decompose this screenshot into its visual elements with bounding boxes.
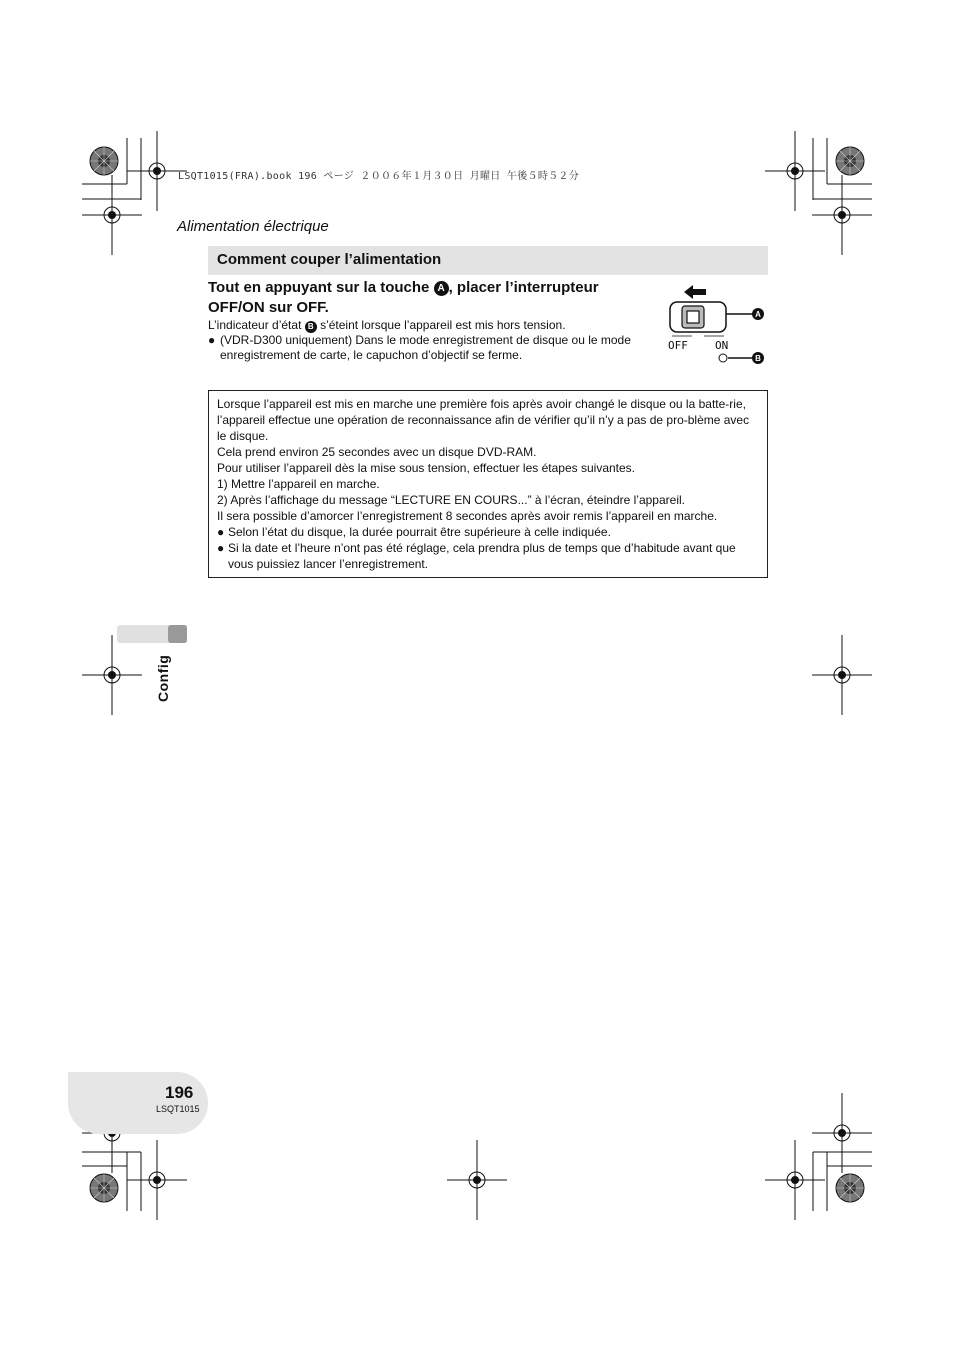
info-box [208,390,768,578]
info-paragraph: Cela prend environ 25 secondes avec un disque DVD-RAM. [217,445,537,459]
list-item [208,333,658,363]
title-bar [208,246,768,275]
star-target-icon [836,147,864,175]
note-text-2: s’éteint lorsque l’appareil est mis hors tension. [316,318,566,332]
note-text-1: L’indicateur d’état [208,318,305,332]
page-number: 196 [165,1083,194,1102]
instruction-text-1: Tout en appuyant sur la touche [208,279,434,296]
instruction-text-2: , placer l’interrupteur OFF/ON sur OFF. [208,279,599,316]
list-item [217,524,759,540]
star-target-icon [90,1174,118,1202]
list-item [217,540,759,572]
callout-a-label: A [755,310,761,319]
info-paragraph: Pour utiliser l’appareil dès la mise sous tension, effectuer les étapes suivantes. [217,461,636,475]
note-bullet-text: (VDR-D300 uniquement) Dans le mode enregistrement de disque ou le mode enregistrement de carte, le capuchon d’objectif se ferme. [220,333,631,362]
bullet-icon: ● [208,333,216,347]
arrow-left-icon [684,285,706,299]
side-tab-marker [168,625,187,643]
bullet-icon: ● [217,541,225,555]
section-header: Alimentation électrique [177,218,329,235]
page-number-badge [68,1072,208,1134]
printer-line: LSQT1015(FRA).book 196 ページ ２００６年１月３０日 月曜日 午後５時５２分 [178,171,580,182]
callout-b-label: B [755,354,761,363]
info-step: 2) Après l’affichage du message “LECTURE EN COURS...” à l’écran, éteindre l’appareil. [217,493,685,507]
star-target-icon [836,1174,864,1202]
status-led-icon [719,354,727,362]
power-switch-figure [662,282,772,370]
instruction [208,278,658,318]
page-title: Comment couper l’alimentation [217,251,442,268]
label-on: ON [715,339,729,352]
info-paragraph: Lorsque l’appareil est mis en marche une première fois après avoir changé le disque ou la batte-rie, l’appareil effectue une opération de reconnaissance afin de vérifier qu’il n’y a pas de pro-blème avec le disque. [217,397,750,443]
page-code: LSQT1015 [156,1104,200,1114]
bullet-icon: ● [217,525,225,539]
side-tab-label: Config [155,654,171,702]
side-tab [117,625,187,643]
label-off: OFF [668,339,688,352]
info-bullet-text: Selon l’état du disque, la durée pourrait être supérieure à celle indiquée. [228,525,611,539]
star-target-icon [90,147,118,175]
marker-b-icon: B [305,321,317,333]
marker-a-icon: A [434,281,449,296]
info-bullet-text: Si la date et l’heure n’ont pas été réglage, cela prendra plus de temps que d’habitude avant que vous puissiez lancer l’enregistrement. [228,541,736,571]
info-step: 1) Mettre l’appareil en marche. [217,477,380,491]
status-note [208,318,658,363]
info-paragraph: Il sera possible d’amorcer l’enregistrement 8 secondes après avoir remis l’appareil en marche. [217,509,718,523]
